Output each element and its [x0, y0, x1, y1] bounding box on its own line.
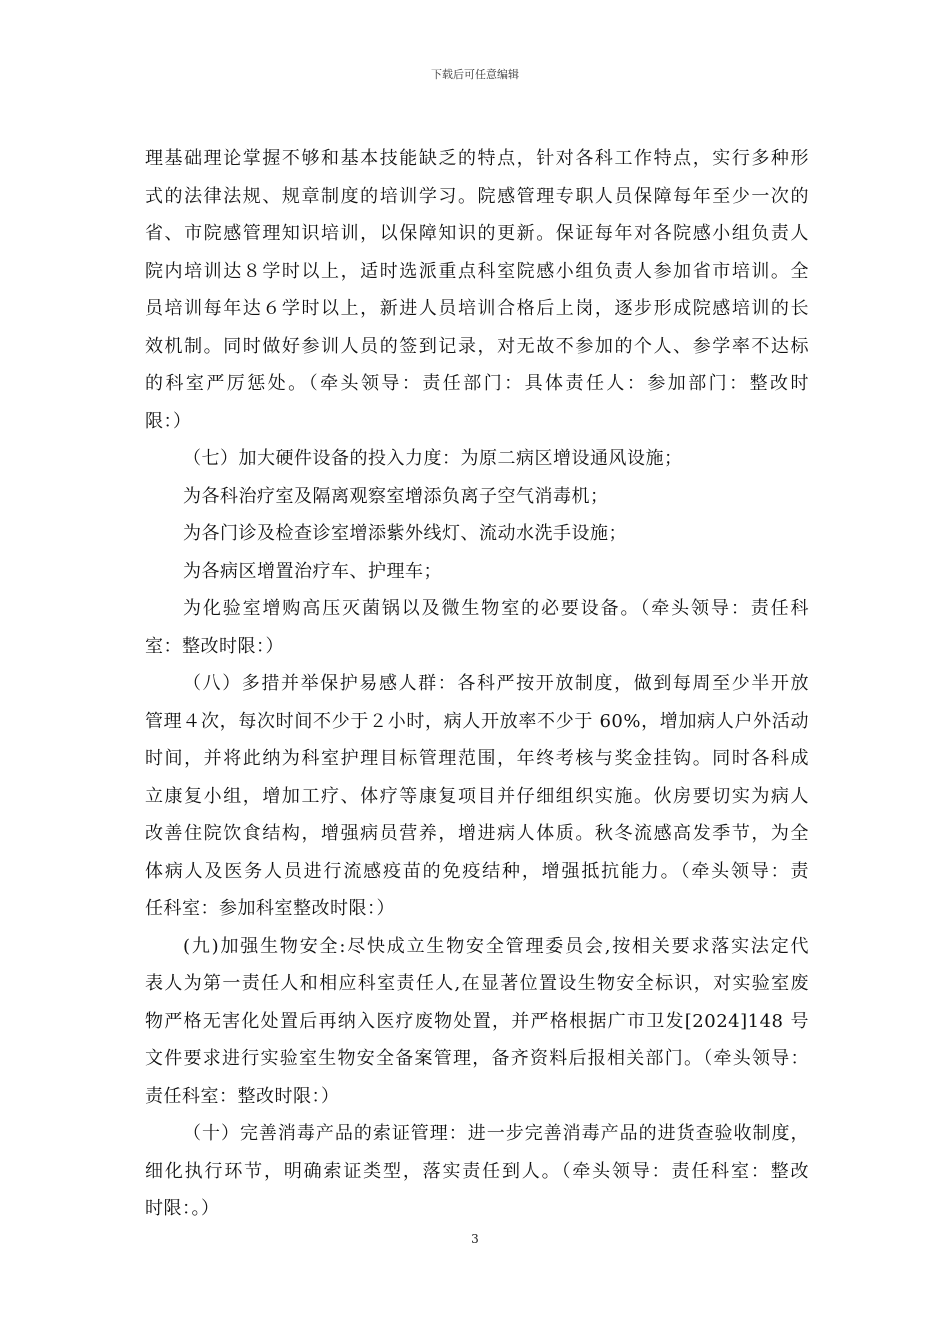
page-number: 3: [471, 1232, 479, 1246]
text-line: 物严格无害化处置后再纳入医疗废物处置，并严格根据广市卫发[2024]148 号: [145, 1010, 809, 1032]
paragraph-item: [145, 553, 809, 591]
paragraph-section-8: [145, 665, 809, 928]
text-line: 时间，并将此纳为科室护理目标管理范围，年终考核与奖金挂钩。同时各科成: [145, 748, 809, 769]
text-line: 为化验室增购高压灭菌锅以及微生物室的必要设备。（牵头领导：责任科: [183, 598, 809, 619]
text-line: 员培训每年达６学时以上，新进人员培训合格后上岗，逐步形成院感培训的长: [145, 298, 809, 319]
text-line: 管理４次，每次时间不少于２小时，病人开放率不少于 60%，增加病人户外活动: [145, 710, 809, 732]
text-line: 理基础理论掌握不够和基本技能缺乏的特点，针对各科工作特点，实行多种形: [145, 148, 809, 169]
text-line: 的科室严厉惩处。（牵头领导：责任部门：具体责任人：参加部门：整改时: [145, 373, 809, 394]
text-line: 立康复小组，增加工疗、体疗等康复项目并仔细组织实施。伙房要切实为病人: [145, 785, 809, 807]
paragraph-training: [145, 140, 809, 440]
paragraph-section-10: [145, 1115, 809, 1228]
text-line: 式的法律法规、规章制度的培训学习。院感管理专职人员保障每年至少一次的: [145, 185, 809, 207]
text-line: (九)加强生物安全:尽快成立生物安全管理委员会,按相关要求落实法定代: [183, 935, 809, 957]
text-line: 为各科治疗室及隔离观察室增添负离子空气消毒机；: [183, 485, 609, 507]
text-line: 细化执行环节，明确索证类型，落实责任到人。（牵头领导：责任科室：整改: [145, 1160, 809, 1182]
text-line: 室：整改时限：）: [145, 635, 284, 657]
paragraph-item: [145, 590, 809, 665]
text-line: （七）加大硬件设备的投入力度：为原二病区增设通风设施；: [183, 448, 683, 469]
text-line: 限：）: [145, 410, 192, 432]
text-line: 责任科室：整改时限：）: [145, 1085, 340, 1107]
text-line: 改善住院饮食结构，增强病员营养，增进病人体质。秋冬流感高发季节，为全: [145, 823, 809, 844]
paragraph-section-7: [145, 440, 809, 478]
paragraph-section-9: [145, 928, 809, 1116]
text-line: （十）完善消毒产品的索证管理：进一步完善消毒产品的进货查验收制度，: [183, 1123, 809, 1144]
text-line: 体病人及医务人员进行流感疫苗的免疫结种，增强抵抗能力。（牵头领导：责: [145, 860, 809, 882]
text-line: 时限：。）: [145, 1198, 220, 1219]
paragraph-item: [145, 478, 809, 516]
text-line: 表人为第一责任人和相应科室责任人,在显著位置设生物安全标识，对实验室废: [145, 973, 809, 994]
page-header: 下载后可任意编辑: [431, 68, 519, 81]
text-line: 为各门诊及检查诊室增添紫外线灯、流动水洗手设施；: [183, 523, 627, 544]
text-line: 任科室：参加科室整改时限：）: [145, 898, 395, 919]
document-body: [145, 140, 809, 1228]
text-line: 省、市院感管理知识培训，以保障知识的更新。保证每年对各院感小组负责人: [145, 223, 809, 244]
text-line: 效机制。同时做好参训人员的签到记录，对无故不参加的个人、参学率不达标: [145, 335, 809, 357]
paragraph-item: [145, 515, 809, 553]
text-line: 文件要求进行实验室生物安全备案管理，备齐资料后报相关部门。（牵头领导：: [145, 1048, 809, 1069]
text-line: （八）多措并举保护易感人群：各科严按开放制度，做到每周至少半开放: [183, 673, 809, 694]
text-line: 院内培训达８学时以上，适时选派重点科室院感小组负责人参加省市培训。全: [145, 260, 809, 282]
text-line: 为各病区增置治疗车、护理车；: [183, 560, 442, 582]
